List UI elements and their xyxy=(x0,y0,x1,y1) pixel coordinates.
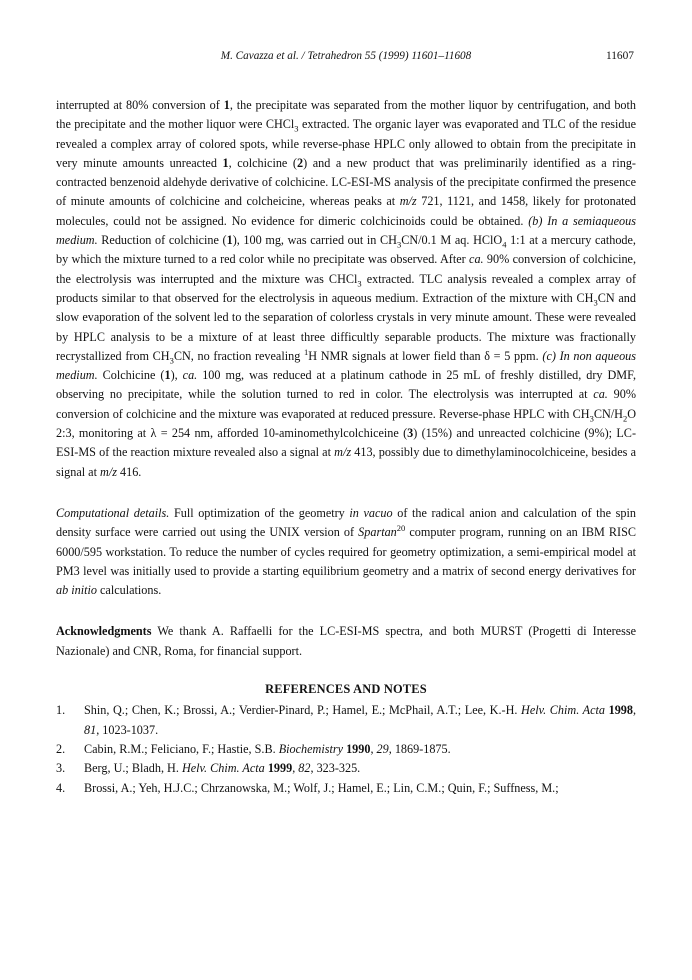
reference-item: 3. Berg, U.; Bladh, H. Helv. Chim. Acta 1999, 82, 323-325. xyxy=(56,759,636,778)
reference-number: 1. xyxy=(56,703,66,718)
acknowledgments-paragraph: Acknowledgments We thank A. Raffaelli for the LC-ESI-MS spectra, and both MURST (Progetti di Interesse Nazionale) and CNR, Roma, for financial support. xyxy=(56,624,636,658)
reference-number: 3. xyxy=(56,761,66,776)
reference-number: 4. xyxy=(56,780,66,795)
reference-list xyxy=(56,701,636,797)
experimental-paragraph: interrupted at 80% conversion of 1, the precipitate was separated from the mother liquor by centrifugation, and both the precipitate and the mother liquor were CHCl$_3$ extracted. The organic layer was evaporated and TLC of the residue revealed a complex array of colored spots, while reverse-phase HPLC only allowed to obtain from the precipitate in very minute amounts unreacted 1, colchicine (2) and a new product that was preliminarily identified as a ring-contracted benzenoid aldehyde derivative of colchicine. LC-ESI-MS analysis of the precipitate confirmed the presence of minute amounts of colchicine and colcheicine, whereas peaks at m/z 721, 1121, and 1458, likely for protonated molecules, could not be assigned. No evidence for dimeric colchicinoids could be obtained. (b) In a semiaqueous medium. Reduction of colchicine (1), 100 mg, was carried out in $CH_3CN/0.1$ M aq. HClO$_4$ 1:1 at a mercury cathode, by which the mixture turned to a red color while no precipitate was observed. After ca. 90% conversion of colchicine, the electrolysis was interrupted and the mixture was CHCl$_3$ extracted. TLC analysis revealed a complex array of products similar to that observed for the electrolysis in aqueous medium. Extraction of the mixture with $CH_3CN$ and slow evaporation of the solvent led to the separation of colorless crystals in very minute amount. These were revealed by HPLC analysis to be a mixture of at least three difficultly separable products. The mixture was fractionally recrystallized from $CH_3CN$, no fraction revealing $^1$H NMR signals at lower field than δ = 5 ppm. (c) In non aqueous medium. Colchicine (1), ca. 100 mg, was reduced at a platinum cathode in 25 mL of freshly distilled, dry DMF, observing no precipitate, while the solution turned to red in color. The electrolysis was interrupted at ca. 90% conversion of colchicine and the mixture was evaporated at reduced pressure. Reverse-phase HPLC with $CH_3CN/H_2O$ 2:3, monitoring at λ = 254 nm, afforded 10-aminomethylcolchiceine (3) (15%) and unreacted colchicine (9%); LC-ESI-MS of the reaction mixture revealed also a signal at m/z 413, possibly due to dimethylaminocolchiceine, besides a signal at m/z 416. xyxy=(56,98,637,479)
page-number: 11607 xyxy=(605,50,634,62)
article-body xyxy=(56,96,636,798)
acknowledgments-heading: Acknowledgments xyxy=(56,624,152,639)
computational-details-paragraph: Computational details. Full optimization of the geometry in vacuo of the radical anion and calculation of the spin density surface were carried out using the UNIX version of Spartan$^{20}$ computer program, running on an IBM RISC 6000/595 workstation. To reduce the number of cycles required for geometry optimization, a semi-empirical model at PM3 level was initially used to provide a starting equilibrium geometry and a matrix of second energy derivatives for ab initio calculations. xyxy=(56,505,636,598)
reference-item: 2. Cabin, R.M.; Feliciano, F.; Hastie, S.B. Biochemistry 1990, 29, 1869-1875. xyxy=(56,740,636,759)
reference-item: 1. Shin, Q.; Chen, K.; Brossi, A.; Verdier-Pinard, P.; Hamel, E.; McPhail, A.T.; Lee, K.-H. Helv. Chim. Acta 1998, 81, 1023-1037. xyxy=(56,703,637,737)
reference-item: 4. Brossi, A.; Yeh, H.J.C.; Chrzanowska, M.; Wolf, J.; Hamel, E.; Lin, C.M.; Quin, F.; Suffness, M.; xyxy=(56,779,636,798)
running-head: M. Cavazza et al. / Tetrahedron 55 (1999) 11601–11608 xyxy=(220,50,472,62)
page-header xyxy=(0,50,692,68)
reference-number: 2. xyxy=(56,741,66,756)
references-heading: REFERENCES AND NOTES xyxy=(265,682,427,697)
